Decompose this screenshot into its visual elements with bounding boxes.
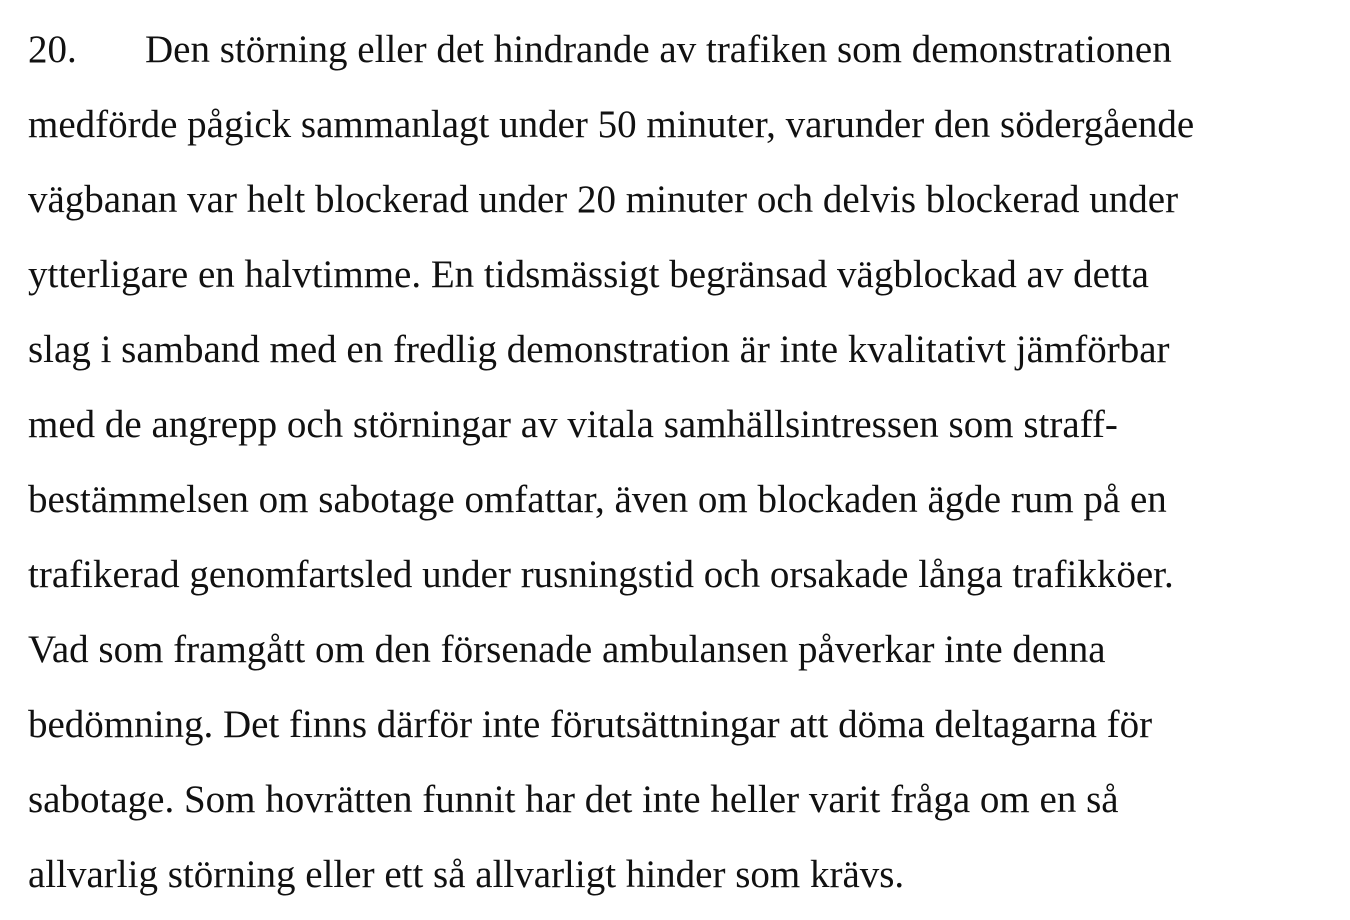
paragraph-line: allvarlig störning eller ett så allvarligt hinder som krävs. (28, 853, 905, 896)
paragraph-line: medförde pågick sammanlagt under 50 minuter, varunder den södergående (28, 103, 1195, 146)
paragraph-line: bestämmelsen om sabotage omfattar, även om blockaden ägde rum på en (28, 478, 1167, 521)
paragraph-line: med de angrepp och störningar av vitala samhällsintressen som straff- (28, 403, 1118, 446)
paragraph-line: trafikerad genomfartsled under rusningstid och orsakade långa trafikköer. (28, 553, 1174, 596)
paragraph-text: Den störning eller det hindrande av trafiken som demonstrationen (145, 28, 1172, 71)
paragraph-line: sabotage. Som hovrätten funnit har det inte heller varit fråga om en så (28, 778, 1119, 821)
paragraph-line: slag i samband med en fredlig demonstration är inte kvalitativt jämförbar (28, 328, 1170, 371)
paragraph-line (28, 12, 1338, 87)
paragraph-line: vägbanan var helt blockerad under 20 minuter och delvis blockerad under (28, 178, 1179, 221)
paragraph-line: Vad som framgått om den försenade ambulansen påverkar inte denna (28, 628, 1106, 671)
paragraph-number: 20. (28, 28, 77, 71)
document-page (28, 12, 1338, 912)
paragraph-line: bedömning. Det finns därför inte förutsättningar att döma deltagarna för (28, 703, 1153, 746)
paragraph-line: ytterligare en halvtimme. En tidsmässigt begränsad vägblockad av detta (28, 253, 1149, 296)
